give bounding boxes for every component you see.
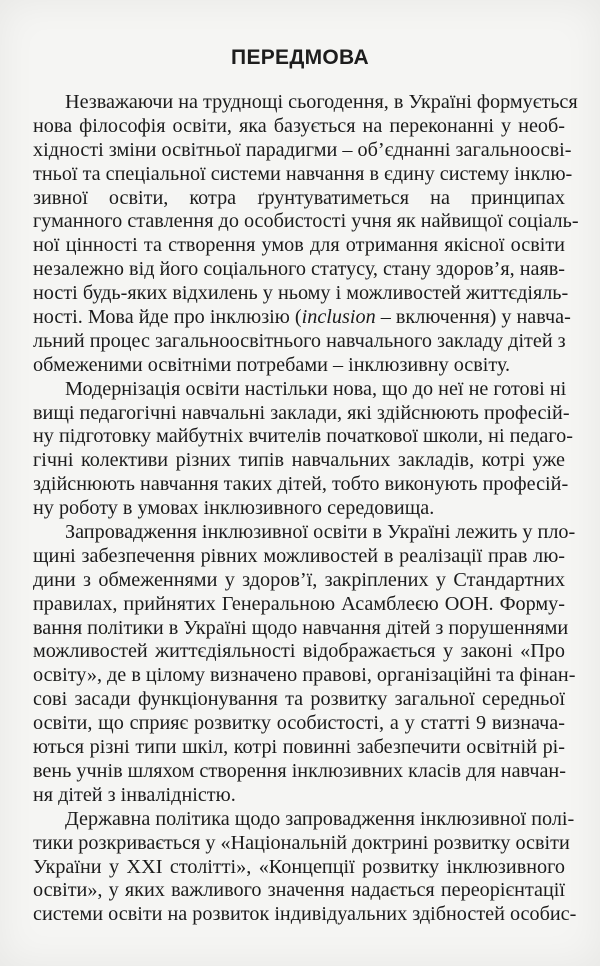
page-title: ПЕРЕДМОВА xyxy=(231,46,369,69)
text-line: ня дітей з інвалідністю. xyxy=(33,783,236,806)
text-line: щині забезпечення рівних можливостей в реалізації прав лю- xyxy=(33,544,565,567)
text-line: тньої та спеціальної системи навчання в єдину систему інклю- xyxy=(33,162,573,185)
text-line: дини з обмеженнями у здоров’ї, закріплених у Стандартних xyxy=(33,568,565,591)
text-line: можливостей життєдіяльності відображається у законі «Про xyxy=(33,640,565,663)
text-line: зивної освіти, котра ґрунтуватиметься на принципах xyxy=(33,186,565,209)
paragraph xyxy=(33,807,577,927)
text-line: здійснюють навчання таких дітей, тобто виконують професій- xyxy=(33,473,569,496)
text-line: Державна політика щодо запровадження інклюзивної полі- xyxy=(65,807,575,830)
text-line: гічні колективи різних типів навчальних закладів, котрі уже xyxy=(33,449,565,472)
text-line: хідності зміни освітньої парадигми – об’єднанні загальноосві- xyxy=(33,138,572,161)
text-line: нова філософія освіти, яка базується на переконанні у необ- xyxy=(33,114,565,137)
text-line: освіти», у яких важливого значення надається переорієнтації xyxy=(33,879,565,902)
text-line: вищі педагогічні навчальні заклади, які здійснюють професій- xyxy=(33,401,570,424)
text-line: гуманного ставлення до особистості учня як найвищої соціаль- xyxy=(33,210,579,233)
text-line: ності будь-яких відхилень у ньому і можливостей життєдіяль- xyxy=(33,282,569,305)
text-line: освіту», де в цілому визначено правові, організаційні та фінан- xyxy=(33,664,576,687)
text-line: обмеженими освітніми потребами – інклюзивну освіту. xyxy=(33,353,511,376)
text-line: вень учнів шляхом створення інклюзивних класів для навчан- xyxy=(33,759,566,782)
text-line: освіти, що сприяє розвитку особистості, а у статті 9 визнача- xyxy=(33,712,565,735)
text-line: тики розкривається у «Національній доктрині розвитку освіти xyxy=(33,831,570,854)
text-line: Запровадження інклюзивної освіти в Україні лежить у пло- xyxy=(65,521,576,544)
text-line: ються різні типи шкіл, котрі повинні забезпечити освітній рі- xyxy=(33,736,565,759)
paragraph xyxy=(33,521,576,808)
paragraph xyxy=(33,91,579,378)
text-line: ну роботу в умовах інклюзивного середовища. xyxy=(33,497,435,520)
text-line: незалежно від його соціального статусу, стану здоров’я, наяв- xyxy=(33,258,566,281)
text-line: ної цінності та створення умов для отримання якісної освіти xyxy=(33,234,565,257)
text-line: системи освіти на розвиток індивідуальних здібностей особис- xyxy=(33,903,577,926)
text-line: льний процес загальноосвітнього навчального закладу дітей з xyxy=(33,329,566,352)
text-line: сові засади функціонування та розвитку загальної середньої xyxy=(33,688,565,711)
text-line: правилах, прийнятих Генеральною Асамблеєю ООН. Форму- xyxy=(33,592,565,615)
text-line: Модернізація освіти настільки нова, що до неї не готові ні xyxy=(65,377,567,400)
text-line: Незважаючи на труднощі сьогодення, в Україні формується xyxy=(65,91,578,113)
text-line: ну підготовку майбутніх вчителів початкової школи, ні педаго- xyxy=(33,425,573,448)
text-line: України у XXI столітті», «Концепції розвитку інклюзивного xyxy=(33,855,565,878)
text-line: ності. Мова йде про інклюзію (inclusion – включення) у навча- xyxy=(33,306,571,329)
paragraph xyxy=(33,377,573,521)
body-text xyxy=(33,91,579,927)
text-line: вання політики в Україні щодо навчання дітей з порушеннями xyxy=(33,616,569,639)
